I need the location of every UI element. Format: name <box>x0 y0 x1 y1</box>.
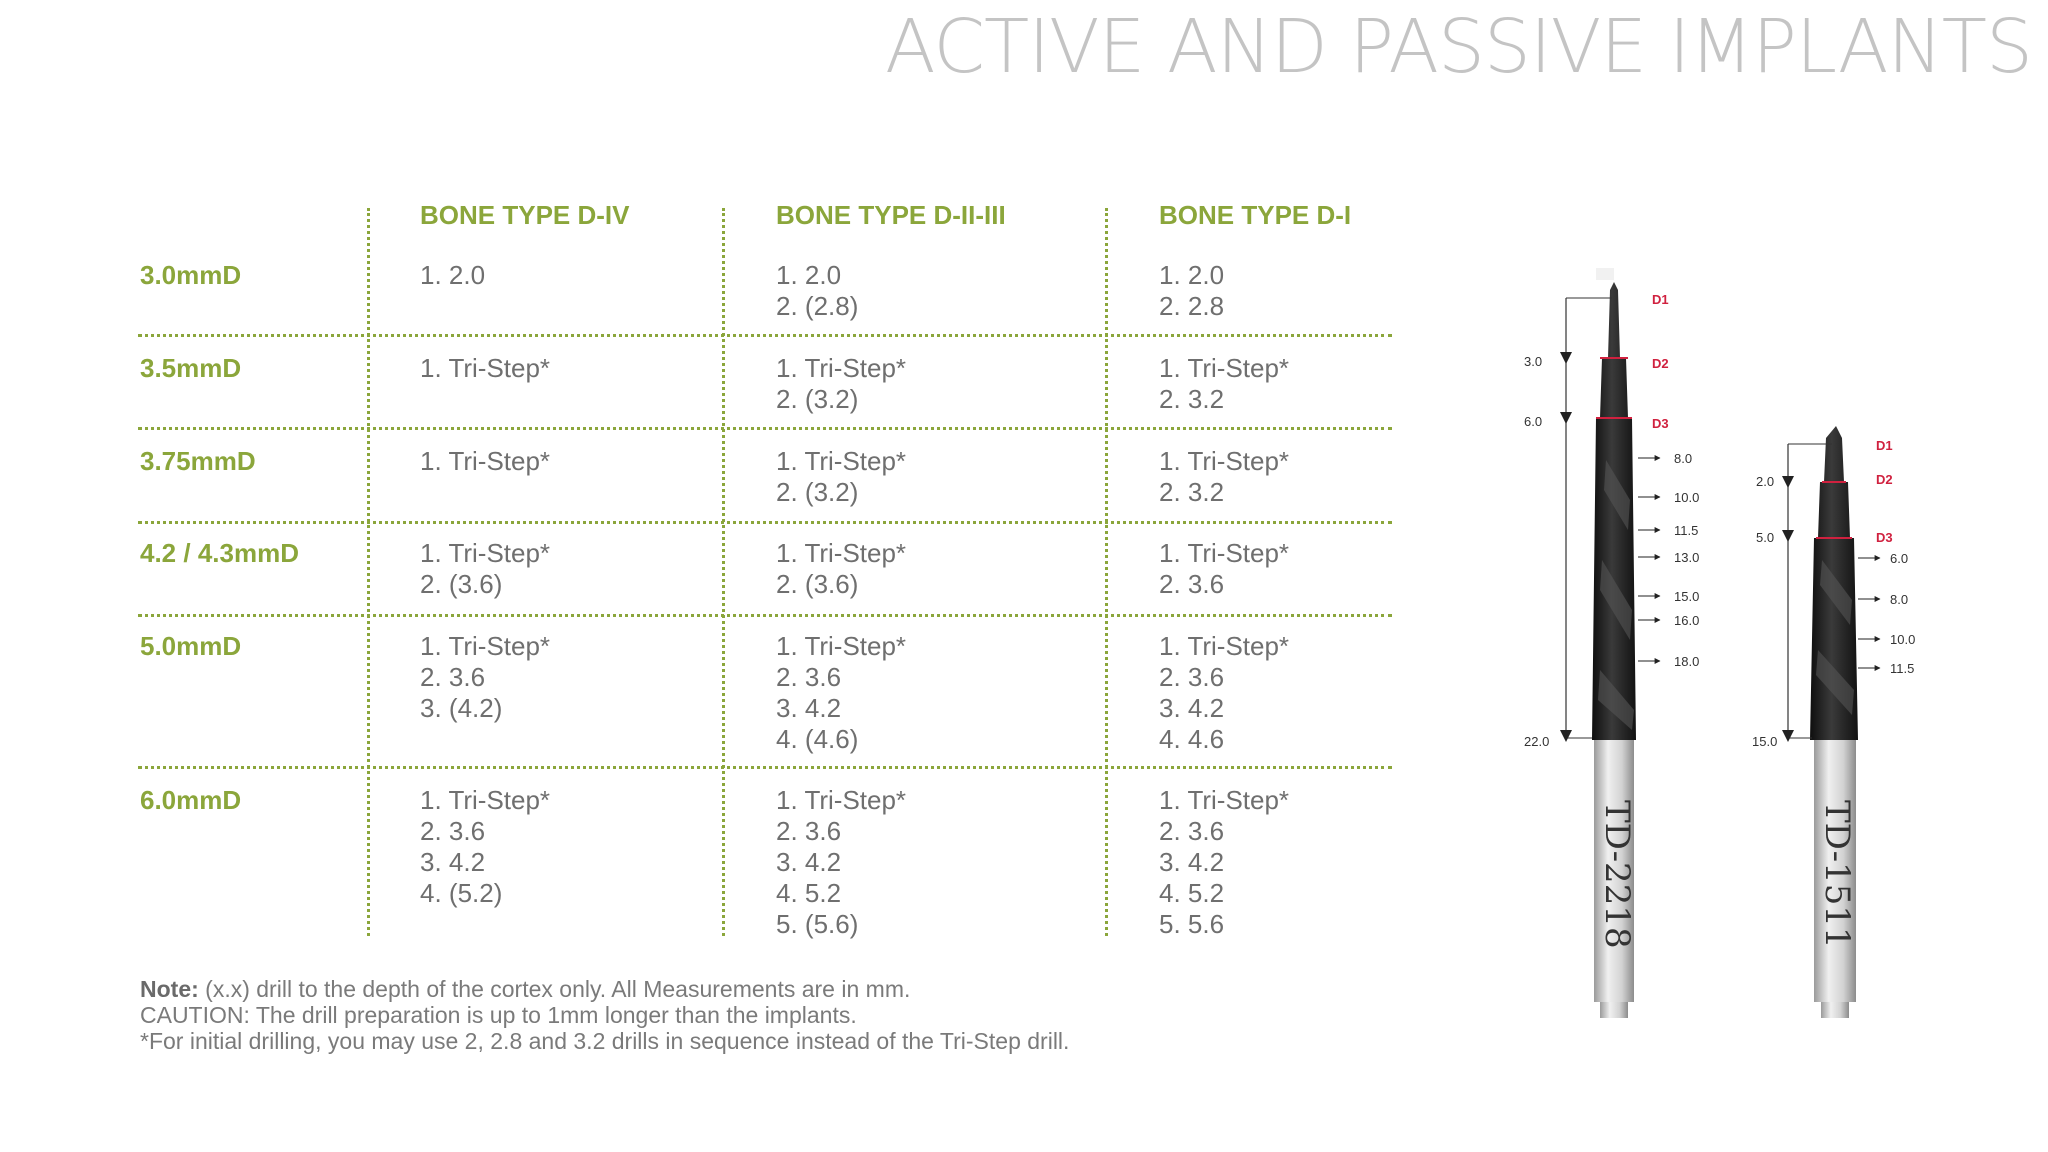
drill-step: 1. Tri-Step* <box>776 538 907 568</box>
drill-step: 1. 2.0 <box>776 260 842 290</box>
drill-step: 4. (5.2) <box>420 878 503 908</box>
drill-step: 4. (4.6) <box>776 724 859 754</box>
page-title: ACTIVE AND PASSIVE IMPLANTS <box>885 4 2032 90</box>
depth-mark-right: 10.0 <box>1890 632 1916 647</box>
drill-step: 1. Tri-Step* <box>776 631 907 661</box>
drill-step: 1. Tri-Step* <box>776 785 907 815</box>
drill-step: 2. 3.2 <box>1159 477 1225 507</box>
drill-step: 2. 3.6 <box>1159 816 1225 846</box>
diameter-label: D2 <box>1652 356 1669 371</box>
table-cell <box>420 353 550 384</box>
table-cell <box>1159 785 1289 940</box>
row-divider <box>138 766 1392 769</box>
column-header-d-iv: BONE TYPE D-IV <box>420 200 630 230</box>
drill-step: 1. Tri-Step* <box>776 353 907 383</box>
table-cell <box>776 260 858 322</box>
drill-step: 1. Tri-Step* <box>420 446 551 476</box>
diameter-label: D1 <box>1652 292 1669 307</box>
table-cell <box>1159 260 1224 322</box>
drill-td-2218 <box>1524 268 1699 1018</box>
drill-model-label: TD-2218 <box>1597 800 1637 949</box>
implant-size-label: 3.75mmD <box>140 446 256 476</box>
drill-step: 1. Tri-Step* <box>1159 785 1290 815</box>
drill-step: 1. Tri-Step* <box>1159 538 1290 568</box>
depth-mark-right: 6.0 <box>1890 551 1909 566</box>
depth-mark-right: 11.5 <box>1890 661 1915 676</box>
table-cell <box>420 446 550 477</box>
implant-size-label: 6.0mmD <box>140 785 242 815</box>
depth-mark-right: 10.0 <box>1674 490 1700 505</box>
drill-step: 4. 5.2 <box>776 878 842 908</box>
drill-step: 2. 3.2 <box>1159 384 1225 414</box>
diameter-label: D3 <box>1652 416 1669 431</box>
column-header-d-ii-iii: BONE TYPE D-II-III <box>776 200 1006 230</box>
depth-mark-right: 18.0 <box>1674 654 1700 669</box>
drill-step: 4. 5.2 <box>1159 878 1225 908</box>
table-cell <box>420 785 550 909</box>
drill-body <box>1592 282 1636 740</box>
table-cell <box>420 260 485 291</box>
drill-step: 2. 3.6 <box>420 816 486 846</box>
drill-step: 3. 4.2 <box>1159 847 1225 877</box>
drill-step: 1. Tri-Step* <box>776 446 907 476</box>
column-divider <box>722 208 725 936</box>
diameter-label: D3 <box>1876 530 1893 545</box>
table-cell <box>420 631 550 724</box>
table-cell <box>776 538 906 600</box>
drill-step: 2. (3.6) <box>776 569 859 599</box>
implant-size-label: 4.2 / 4.3mmD <box>140 538 299 568</box>
row-divider <box>138 334 1392 337</box>
drill-step: 1. Tri-Step* <box>1159 631 1290 661</box>
implant-size-label: 3.0mmD <box>140 260 242 290</box>
drill-step: 2. 3.6 <box>776 662 842 692</box>
drill-step: 5. (5.6) <box>776 909 859 939</box>
depth-mark-right: 8.0 <box>1890 592 1909 607</box>
depth-mark-right: 8.0 <box>1674 451 1693 466</box>
depth-mark-left: 3.0 <box>1524 354 1543 369</box>
drill-shank-tip <box>1821 1002 1849 1018</box>
table-cell <box>776 785 906 940</box>
depth-mark-left: 22.0 <box>1524 734 1550 749</box>
column-divider <box>1105 208 1108 936</box>
row-divider <box>138 427 1392 430</box>
drill-model-label: TD-1511 <box>1817 800 1857 949</box>
depth-mark-right: 11.5 <box>1674 523 1699 538</box>
implant-size-label: 3.5mmD <box>140 353 242 383</box>
depth-mark-left: 15.0 <box>1752 734 1778 749</box>
drill-step: 1. Tri-Step* <box>1159 353 1290 383</box>
row-divider <box>138 521 1392 524</box>
drill-shank-tip <box>1600 1002 1628 1018</box>
column-divider <box>367 208 370 936</box>
drill-td-1511 <box>1752 426 1915 1018</box>
drill-step: 1. Tri-Step* <box>420 631 551 661</box>
drill-step: 5. 5.6 <box>1159 909 1225 939</box>
table-cell <box>776 631 906 755</box>
depth-marks-right <box>1638 451 1699 669</box>
notes-block <box>140 976 1069 1054</box>
drill-step: 2. 3.6 <box>1159 569 1225 599</box>
drill-illustrations <box>1480 260 1948 1080</box>
table-cell <box>776 353 906 415</box>
drill-highlight <box>1596 268 1614 280</box>
table-cell <box>1159 353 1289 415</box>
table-cell <box>420 538 550 600</box>
note-text: (x.x) drill to the depth of the cortex only. All Measurements are in mm. <box>198 976 911 1002</box>
drill-step: 2. 3.6 <box>1159 662 1225 692</box>
drill-step: 4. 4.6 <box>1159 724 1225 754</box>
column-header-d-i: BONE TYPE D-I <box>1159 200 1352 230</box>
drill-step: 1. Tri-Step* <box>420 785 551 815</box>
table-cell <box>1159 631 1289 755</box>
table-cell <box>1159 538 1289 600</box>
caution-text: CAUTION: The drill preparation is up to 1mm longer than the implants. <box>140 1002 857 1028</box>
drill-step: 2. 3.6 <box>420 662 486 692</box>
drill-step: 3. 4.2 <box>1159 693 1225 723</box>
table-cell <box>776 446 906 508</box>
depth-mark-right: 16.0 <box>1674 613 1700 628</box>
depth-mark-left: 2.0 <box>1756 474 1775 489</box>
note-label: Note: <box>140 976 199 1002</box>
drill-step: 2. 2.8 <box>1159 291 1225 321</box>
drill-step: 1. 2.0 <box>1159 260 1225 290</box>
drill-step: 2. (3.6) <box>420 569 503 599</box>
drill-step: 2. (3.2) <box>776 477 859 507</box>
drill-step: 1. Tri-Step* <box>420 538 551 568</box>
depth-marks-right <box>1858 551 1915 676</box>
drill-step: 2. (2.8) <box>776 291 859 321</box>
depth-mark-left: 6.0 <box>1524 414 1543 429</box>
drill-step: 2. 3.6 <box>776 816 842 846</box>
diameter-label: D1 <box>1876 438 1893 453</box>
drill-step: 3. 4.2 <box>776 847 842 877</box>
implant-size-label: 5.0mmD <box>140 631 242 661</box>
row-divider <box>138 614 1392 617</box>
drill-step: 1. Tri-Step* <box>420 353 551 383</box>
drill-step: 1. 2.0 <box>420 260 486 290</box>
footnote-text: *For initial drilling, you may use 2, 2.8 and 3.2 drills in sequence instead of the Tri-Step drill. <box>140 1028 1070 1054</box>
drill-step: 3. (4.2) <box>420 693 503 723</box>
drill-step: 3. 4.2 <box>420 847 486 877</box>
drill-step: 2. (3.2) <box>776 384 859 414</box>
depth-mark-right: 13.0 <box>1674 550 1700 565</box>
drill-step: 1. Tri-Step* <box>1159 446 1290 476</box>
diameter-label: D2 <box>1876 472 1893 487</box>
table-cell <box>1159 446 1289 508</box>
drill-step: 3. 4.2 <box>776 693 842 723</box>
depth-mark-left: 5.0 <box>1756 530 1775 545</box>
depth-mark-right: 15.0 <box>1674 589 1700 604</box>
